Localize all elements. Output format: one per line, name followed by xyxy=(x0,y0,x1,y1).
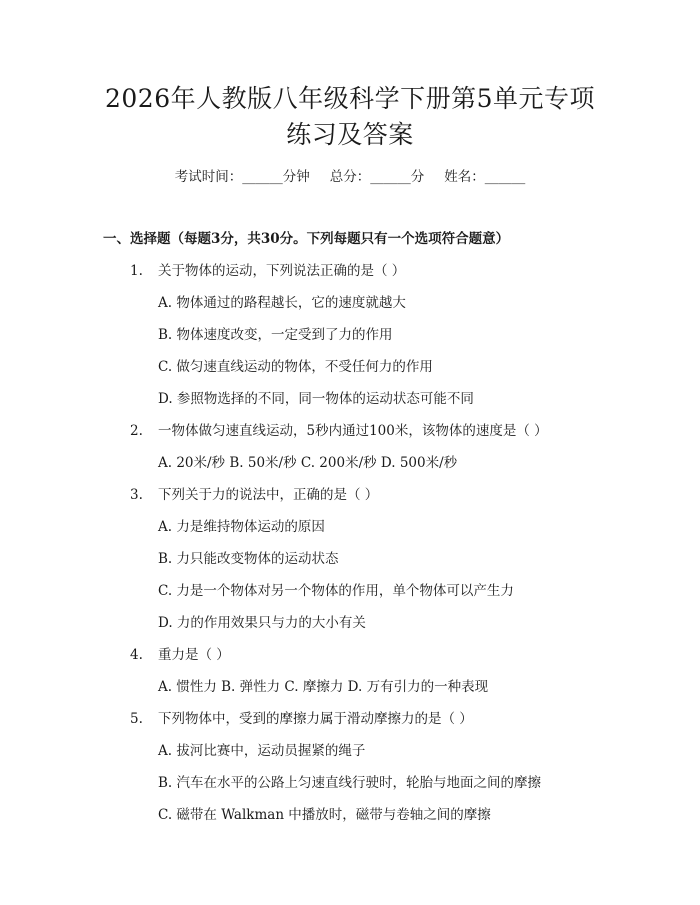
option-1b: B. 物体速度改变，一定受到了力的作用 xyxy=(158,327,393,343)
question-4 xyxy=(130,645,230,665)
question-number: 1. xyxy=(130,263,143,279)
option-4-all: A. 惯性力 B. 弹性力 C. 摩擦力 D. 万有引力的一种表现 xyxy=(158,679,489,695)
page-title-line2: 练习及答案 xyxy=(286,120,414,149)
question-text: 一物体做匀速直线运动，5秒内通过100米，该物体的速度是（ ） xyxy=(158,423,548,439)
question-text: 下列物体中，受到的摩擦力属于滑动摩擦力的是（ ） xyxy=(158,711,473,727)
option-3d: D. 力的作用效果只与力的大小有关 xyxy=(158,615,366,631)
question-2 xyxy=(130,421,548,441)
question-text: 重力是（ ） xyxy=(158,647,230,663)
option-1c: C. 做匀速直线运动的物体，不受任何力的作用 xyxy=(158,359,433,375)
total-score: 总分：______分 xyxy=(329,169,425,185)
exam-meta xyxy=(0,167,700,187)
question-1 xyxy=(130,261,405,281)
option-3c: C. 力是一个物体对另一个物体的作用，单个物体可以产生力 xyxy=(158,583,514,599)
exam-time: 考试时间：______分钟 xyxy=(174,169,310,185)
question-number: 3. xyxy=(130,487,143,503)
question-number: 4. xyxy=(130,647,143,663)
question-5 xyxy=(130,709,473,729)
student-name: 姓名：______ xyxy=(444,169,526,185)
option-5c: C. 磁带在 Walkman 中播放时，磁带与卷轴之间的摩擦 xyxy=(158,807,491,823)
option-5a: A. 拔河比赛中，运动员握紧的绳子 xyxy=(158,743,366,759)
question-text: 关于物体的运动，下列说法正确的是（ ） xyxy=(158,263,406,279)
option-1d: D. 参照物选择的不同，同一物体的运动状态可能不同 xyxy=(158,391,474,407)
option-3b: B. 力只能改变物体的运动状态 xyxy=(158,551,339,567)
question-3 xyxy=(130,485,378,505)
option-3a: A. 力是维持物体运动的原因 xyxy=(158,519,325,535)
option-5b: B. 汽车在水平的公路上匀速直线行驶时，轮胎与地面之间的摩擦 xyxy=(158,775,542,791)
option-2-all: A. 20米/秒 B. 50米/秒 C. 200米/秒 D. 500米/秒 xyxy=(158,455,458,471)
question-number: 2. xyxy=(130,423,143,439)
question-number: 5. xyxy=(130,711,143,727)
question-text: 下列关于力的说法中，正确的是（ ） xyxy=(158,487,379,503)
page-title-line1: 2026年人教版八年级科学下册第5单元专项 xyxy=(104,84,596,113)
option-1a: A. 物体通过的路程越长，它的速度就越大 xyxy=(158,295,406,311)
section-heading: 一、选择题（每题3分，共30分。下列每题只有一个选项符合题意） xyxy=(103,231,510,247)
